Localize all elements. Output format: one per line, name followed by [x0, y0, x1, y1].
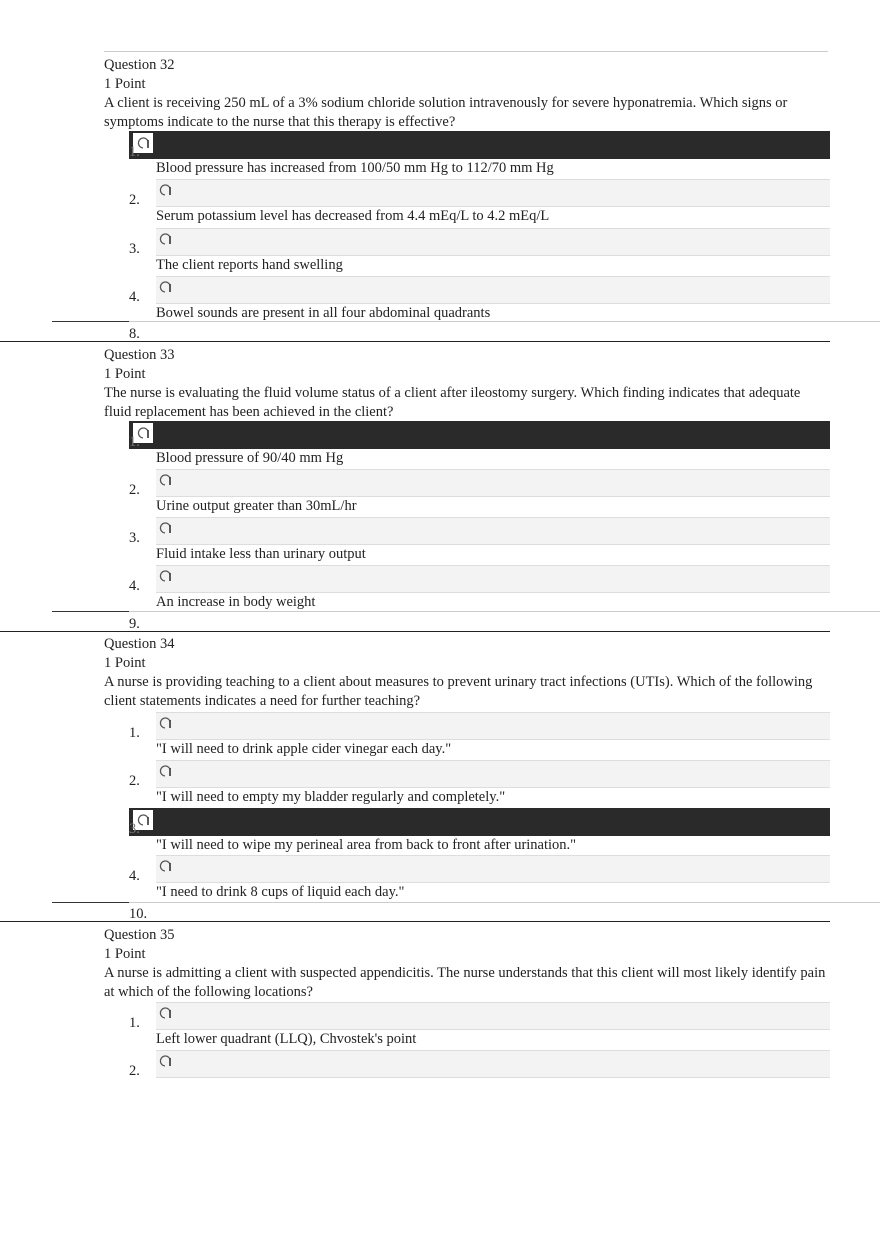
radio-row[interactable]: [156, 517, 830, 545]
question-points: 1 Point: [104, 366, 146, 382]
radio-icon[interactable]: [158, 183, 172, 197]
answer-option[interactable]: [104, 179, 830, 226]
answer-option[interactable]: [104, 228, 830, 275]
radio-icon[interactable]: [158, 473, 172, 487]
radio-icon[interactable]: [158, 1054, 172, 1068]
question-text: A client is receiving 250 mL of a 3% sodium chloride solution intravenously for severe hyponatremia. Which signs or symptoms indicate to the nurse that this therapy is effective?: [104, 95, 788, 130]
answer-option[interactable]: [104, 760, 830, 807]
divider: [129, 321, 880, 322]
question-text: A nurse is admitting a client with suspected appendicitis. The nurse understands that this client will most likely identify pain at which of the following locations?: [104, 965, 826, 1000]
radio-row[interactable]: [156, 228, 830, 256]
option-number: 2.: [129, 192, 140, 208]
radio-row[interactable]: [156, 469, 830, 497]
question-header: [104, 635, 830, 711]
option-number: 2.: [129, 1063, 140, 1079]
radio-row[interactable]: [129, 421, 830, 449]
question-divider: [0, 631, 830, 632]
option-label: "I will need to empty my bladder regularly and completely.": [156, 789, 506, 805]
option-label: Blood pressure has increased from 100/50 mm Hg to 112/70 mm Hg: [156, 160, 554, 176]
answer-option[interactable]: [104, 565, 830, 612]
question-points: 1 Point: [104, 76, 146, 92]
option-number: 2.: [129, 482, 140, 498]
question-header: [104, 56, 830, 132]
option-label: An increase in body weight: [156, 594, 316, 610]
answer-option[interactable]: [104, 1050, 830, 1097]
divider: [52, 902, 129, 903]
option-label: Urine output greater than 30mL/hr: [156, 498, 357, 514]
option-label: "I will need to drink apple cider vinegar each day.": [156, 741, 452, 757]
option-number: 2.: [129, 773, 140, 789]
option-number: 3.: [129, 821, 140, 837]
radio-icon[interactable]: [158, 859, 172, 873]
divider: [129, 611, 880, 612]
question-header: [104, 346, 830, 422]
option-label: Serum potassium level has decreased from 4.4 mEq/L to 4.2 mEq/L: [156, 208, 550, 224]
radio-icon[interactable]: [158, 569, 172, 583]
question-header: [104, 926, 830, 1002]
radio-icon[interactable]: [158, 716, 172, 730]
option-label: The client reports hand swelling: [156, 257, 343, 273]
option-number: 1.: [129, 725, 140, 741]
item-number: 10.: [129, 906, 148, 922]
option-label: Fluid intake less than urinary output: [156, 546, 366, 562]
divider: [129, 902, 880, 903]
divider: [52, 611, 129, 612]
option-label: Blood pressure of 90/40 mm Hg: [156, 450, 344, 466]
radio-row[interactable]: [156, 565, 830, 593]
option-number: 4.: [129, 289, 140, 305]
question-title: Question 34: [104, 636, 175, 652]
answer-option[interactable]: [104, 131, 830, 178]
top-divider: [104, 51, 828, 52]
item-number: 9.: [129, 616, 140, 632]
answer-option[interactable]: [104, 469, 830, 516]
radio-icon[interactable]: [158, 764, 172, 778]
option-label: Left lower quadrant (LLQ), Chvostek's point: [156, 1031, 417, 1047]
item-number: 8.: [129, 326, 140, 342]
radio-row[interactable]: [129, 131, 830, 159]
option-label: Bowel sounds are present in all four abdominal quadrants: [156, 305, 491, 321]
question-title: Question 33: [104, 347, 175, 363]
question-points: 1 Point: [104, 946, 146, 962]
option-number: 3.: [129, 241, 140, 257]
divider: [52, 321, 129, 322]
question-title: Question 35: [104, 927, 175, 943]
radio-icon[interactable]: [158, 280, 172, 294]
radio-row[interactable]: [129, 808, 830, 836]
answer-option[interactable]: [104, 517, 830, 564]
option-number: 4.: [129, 868, 140, 884]
option-label: "I will need to wipe my perineal area from back to front after urination.": [156, 837, 577, 853]
option-number: 1.: [129, 144, 140, 160]
radio-row[interactable]: [156, 855, 830, 883]
radio-icon[interactable]: [158, 232, 172, 246]
option-number: 3.: [129, 530, 140, 546]
radio-row[interactable]: [156, 712, 830, 740]
option-number: 1.: [129, 434, 140, 450]
question-text: The nurse is evaluating the fluid volume status of a client after ileostomy surgery. Which finding indicates that adequate fluid replacement has been achieved in the client?: [104, 385, 801, 420]
answer-option[interactable]: [104, 276, 830, 323]
answer-option[interactable]: [104, 1002, 830, 1049]
radio-icon[interactable]: [158, 521, 172, 535]
question-divider: [0, 341, 830, 342]
option-label: "I need to drink 8 cups of liquid each day.": [156, 884, 405, 900]
option-number: 1.: [129, 1015, 140, 1031]
radio-row[interactable]: [156, 179, 830, 207]
radio-row[interactable]: [156, 1002, 830, 1030]
option-number: 4.: [129, 578, 140, 594]
question-divider: [0, 921, 830, 922]
radio-row[interactable]: [156, 1050, 830, 1078]
answer-option[interactable]: [104, 421, 830, 468]
question-title: Question 32: [104, 57, 175, 73]
answer-option[interactable]: [104, 712, 830, 759]
radio-row[interactable]: [156, 276, 830, 304]
radio-icon[interactable]: [158, 1006, 172, 1020]
radio-row[interactable]: [156, 760, 830, 788]
question-text: A nurse is providing teaching to a client about measures to prevent urinary tract infections (UTIs). Which of the following client statements indicates a need for further teaching?: [104, 674, 813, 709]
question-points: 1 Point: [104, 655, 146, 671]
answer-option[interactable]: [104, 855, 830, 902]
answer-option[interactable]: [104, 808, 830, 855]
